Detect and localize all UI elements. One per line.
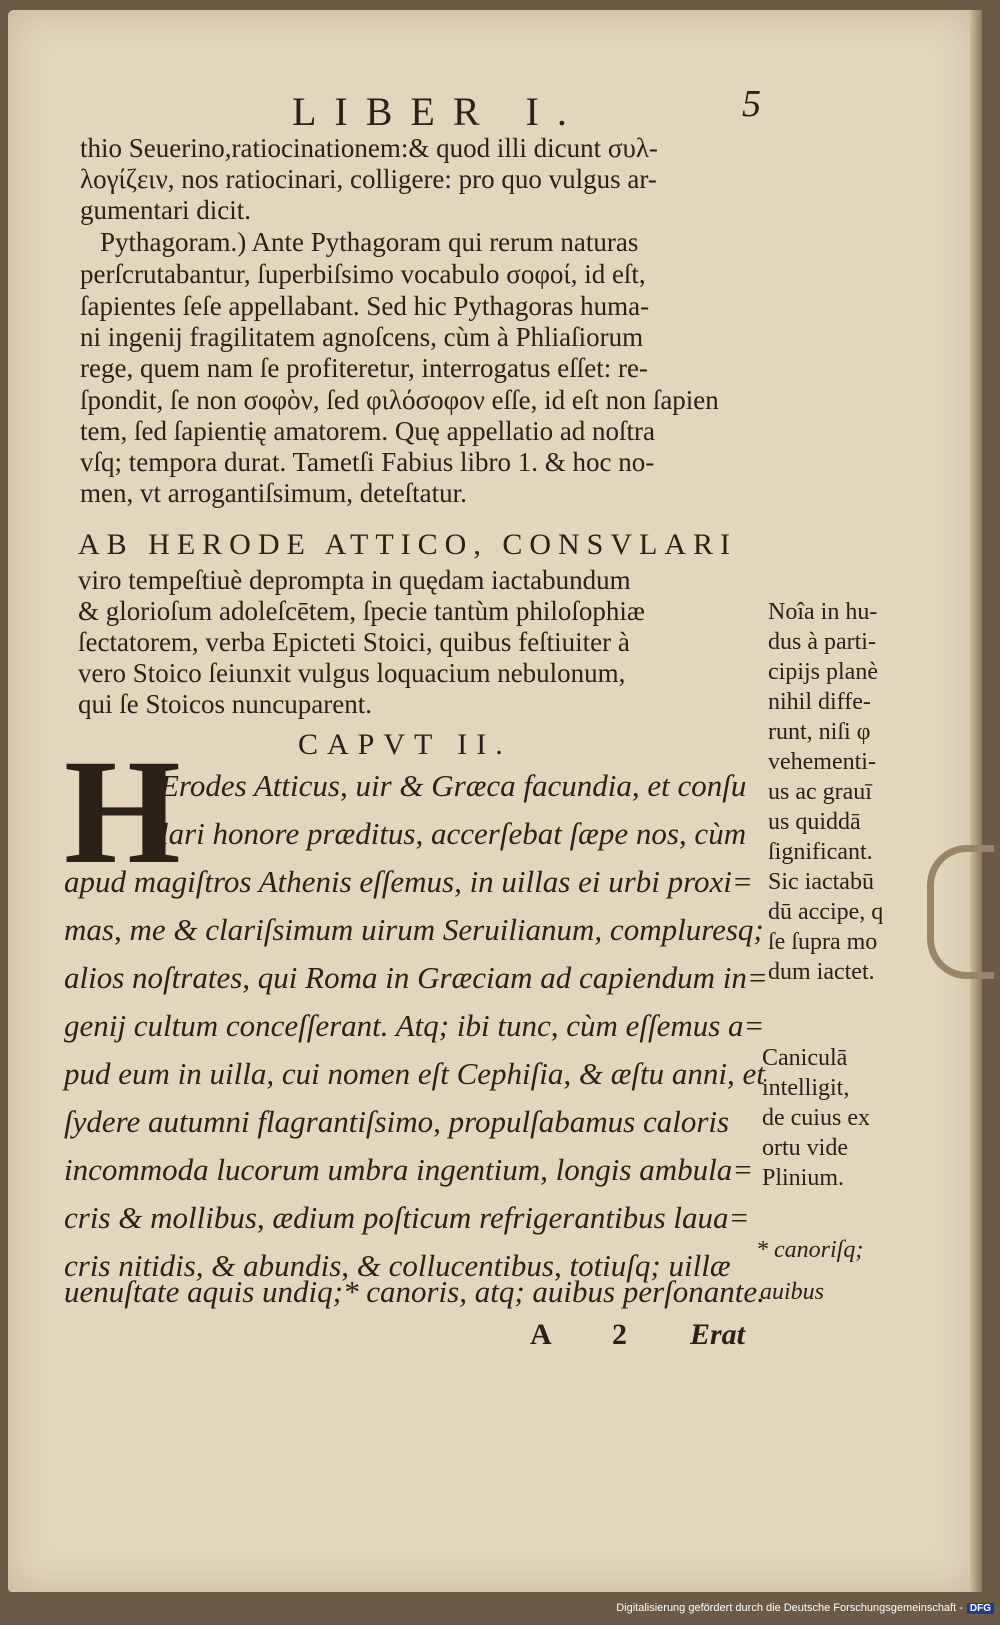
commentary-line: ſapientes ſeſe appellabant. Sed hic Pythagoras huma- [80,291,650,321]
commentary-line: tem, ſed ſapientię amatorem. Quę appellatio ad noſtra [80,416,656,446]
main-text-line: apud magiſtros Athenis eſſemus, in uillas ei urbi proxi= [64,864,753,899]
margin-line: Noîa in hu- [768,599,878,625]
margin-line: * canoriſq; [756,1237,864,1263]
margin-line: Sic iactabū [768,869,874,895]
commentary-line: rege, quem nam ſe profiteretur, interrogatus eſſet: re- [80,353,648,383]
commentary-line: Pythagoram.) Ante Pythagoram qui rerum naturas [100,227,639,257]
margin-line: intelligit, [762,1075,850,1101]
commentary-line: gumentari dicit. [80,195,251,225]
summary-line: qui ſe Stoicos nuncuparent. [78,689,372,719]
margin-line: us quiddā [768,809,861,835]
margin-line: runt, niſi φ [768,719,871,745]
main-text-line: Erodes Atticus, uir & Græca facundia, et conſu [160,768,747,803]
margin-line: auibus [760,1279,825,1305]
margin-line: dum iactet. [768,959,875,985]
main-text-line: incommoda lucorum umbra ingentium, longis ambula= [64,1152,754,1187]
margin-line: ſe ſupra mo [768,929,878,955]
page-edge [970,10,982,1592]
commentary-line: men, vt arrogantiſsimum, deteſtatur. [80,478,467,508]
commentary-line: vſq; tempora durat. Tametſi Fabius libro 1. & hoc no- [80,447,655,477]
credit-text: Digitalisierung gefördert durch die Deutsche Forschungsgemeinschaft - [616,1602,963,1614]
commentary-line: λογίζειν, nos ratiocinari, colligere: pro quo vulgus ar- [80,164,657,194]
main-text-line: genij cultum conceſſerant. Atq; ibi tunc, cùm eſſemus a= [64,1008,765,1043]
summary-line: & glorioſum adoleſcētem, ſpecie tantùm philoſophiæ [78,596,645,626]
margin-line: ortu vide [762,1135,848,1161]
margin-line: us ac grauī [768,779,872,805]
margin-line: cipijs planè [768,659,878,685]
margin-line: nihil diffe- [768,689,871,715]
commentary-line: ni ingenij fragilitatem agnoſcens, cùm à Phliaſiorum [80,322,644,352]
page-number: 5 [742,83,761,125]
summary-line: ſectatorem, verba Epicteti Stoici, quibus feſtiuiter à [78,627,630,657]
running-title: LIBER I. [292,89,585,134]
margin-line: vehementi- [768,749,876,775]
chapter-heading: CAPVT II. [298,728,512,761]
summary-line: vero Stoico ſeiunxit vulgus loquacium nebulonum, [78,658,626,688]
catchword: Erat [690,1318,746,1351]
margin-line: dus à parti- [768,629,876,655]
commentary-line: thio Seuerino,ratiocinationem:& quod illi dicunt συλ- [80,133,658,163]
main-text-line: mas, me & clariſsimum uirum Seruilianum, compluresq; [64,912,764,947]
digitization-credit [616,1602,994,1614]
margin-line: de cuius ex [762,1105,870,1131]
margin-line: Plinium. [762,1165,845,1191]
main-text-line: alios noſtrates, qui Roma in Græciam ad capiendum in= [64,960,768,995]
signature-number: 2 [612,1318,627,1351]
summary-line: viro tempeſtiuè deprompta in quędam iactabundum [78,565,631,595]
main-text-line: uenuſtate aquis undiq;* canoris, atq; auibus perſonante. [64,1274,765,1309]
margin-line: ſignificant. [768,839,873,865]
main-text-line: lari honore præditus, accerſebat ſæpe nos, cùm [160,816,747,851]
drop-cap: H [64,729,181,895]
book-clip [927,845,994,979]
margin-line: dū accipe, q [768,899,884,925]
summary-caps-line: AB HERODE ATTICO, CONSVLARI [78,528,738,561]
margin-line: Caniculā [762,1045,848,1071]
commentary-line: perſcrutabantur, ſuperbiſsimo vocabulo σοφοί, id eſt, [80,259,646,289]
commentary-line: ſpondit, ſe non σοφὸν, ſed φιλόσοφον eſſe, id eſt non ſapien [80,385,719,415]
signature-mark: A [530,1318,552,1351]
main-text-line: cris nitidis, & abundis, & collucentibus, totiuſq; uillæ [64,1248,731,1283]
main-text-line: pud eum in uilla, cui nomen eſt Cephiſia, & æſtu anni, et [64,1056,765,1091]
main-text-line: cris & mollibus, ædium poſticum refrigerantibus laua= [64,1200,750,1235]
dfg-logo: DFG [967,1603,994,1614]
main-text-line: ſydere autumni flagrantiſsimo, propulſabamus caloris [64,1104,730,1139]
